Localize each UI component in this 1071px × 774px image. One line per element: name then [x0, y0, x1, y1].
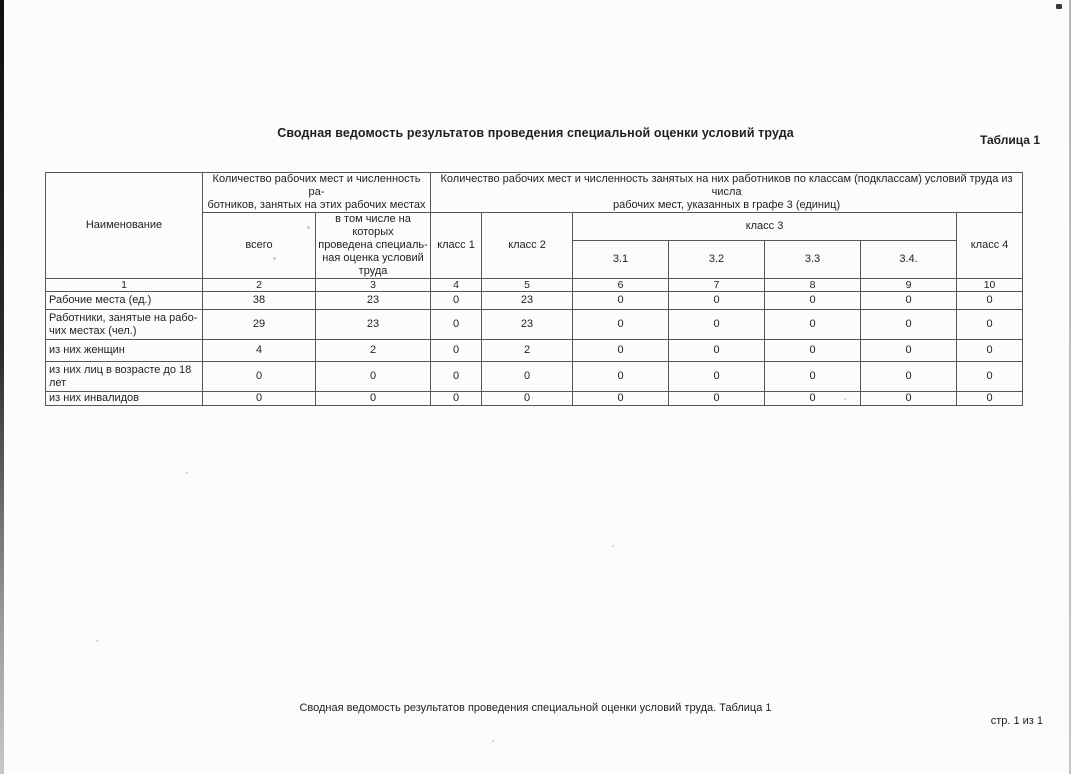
header-total: всего — [203, 213, 316, 279]
data-cell: 0 — [316, 362, 431, 392]
data-cell: 0 — [431, 310, 482, 340]
data-cell: 0 — [765, 292, 861, 310]
scan-artifact — [186, 472, 188, 474]
header-subclass-3-3: 3.3 — [765, 241, 861, 279]
table-row — [46, 340, 1023, 362]
scan-artifact — [492, 740, 494, 742]
data-cell: 0 — [861, 340, 957, 362]
data-cell: 0 — [669, 392, 765, 406]
header-class2: класс 2 — [482, 213, 573, 279]
data-cell: 0 — [669, 340, 765, 362]
column-number: 8 — [765, 279, 861, 292]
header-subclass-3-1: 3.1 — [573, 241, 669, 279]
data-cell: 0 — [573, 340, 669, 362]
column-number: 6 — [573, 279, 669, 292]
data-cell: 0 — [203, 392, 316, 406]
footer-caption: Сводная ведомость результатов проведения специальной оценки условий труда. Таблица 1 — [299, 702, 772, 714]
column-number: 2 — [203, 279, 316, 292]
data-cell: 0 — [669, 310, 765, 340]
column-number: 1 — [46, 279, 203, 292]
header-class3: класс 3 — [573, 213, 957, 241]
document-title: Сводная ведомость результатов проведения специальной оценки условий труда — [277, 126, 794, 140]
table-row — [46, 362, 1023, 392]
data-cell: 0 — [316, 392, 431, 406]
column-number: 7 — [669, 279, 765, 292]
table-row — [46, 392, 1023, 406]
header-subclass-3-4: 3.4. — [861, 241, 957, 279]
header-group-classes: Количество рабочих мест и численность занятых на них работников по классам (подклассам) условий труда из числа рабочих мест, указанных в графе 3 (единиц) — [431, 173, 1023, 213]
summary-table — [45, 172, 1023, 406]
data-cell: 2 — [316, 340, 431, 362]
page-number: стр. 1 из 1 — [990, 715, 1043, 727]
scan-artifact — [1056, 4, 1062, 9]
data-cell: 0 — [573, 392, 669, 406]
data-cell: 0 — [957, 340, 1023, 362]
column-numbering-row — [46, 279, 1023, 292]
data-cell: 0 — [431, 362, 482, 392]
scan-edge-left — [0, 0, 4, 774]
data-cell: 0 — [669, 362, 765, 392]
data-cell: 23 — [482, 310, 573, 340]
data-cell: 0 — [957, 362, 1023, 392]
table-row — [46, 310, 1023, 340]
data-cell: 29 — [203, 310, 316, 340]
header-subclass-3-2: 3.2 — [669, 241, 765, 279]
data-cell: 23 — [316, 310, 431, 340]
row-label: Рабочие места (ед.) — [46, 292, 203, 310]
data-cell: 2 — [482, 340, 573, 362]
data-cell: 23 — [482, 292, 573, 310]
row-label: Работники, занятые на рабо- чих местах (чел.) — [46, 310, 203, 340]
data-cell: 0 — [957, 392, 1023, 406]
data-cell: 0 — [431, 340, 482, 362]
scan-artifact — [612, 545, 614, 547]
header-special-assessment: в том числе на которых проведена специаль- ная оценка условий труда — [316, 213, 431, 279]
header-group-workplaces: Количество рабочих мест и численность ра- ботников, занятых на этих рабочих местах — [203, 173, 431, 213]
data-cell: 0 — [861, 292, 957, 310]
column-number: 5 — [482, 279, 573, 292]
column-number: 4 — [431, 279, 482, 292]
data-cell: 0 — [765, 310, 861, 340]
data-cell: 0 — [203, 362, 316, 392]
row-label: из них женщин — [46, 340, 203, 362]
scan-artifact — [96, 640, 98, 642]
table-row — [46, 292, 1023, 310]
header-class1: класс 1 — [431, 213, 482, 279]
data-cell: 23 — [316, 292, 431, 310]
data-cell: 0 — [957, 292, 1023, 310]
column-number: 3 — [316, 279, 431, 292]
table-number-label: Таблица 1 — [979, 133, 1040, 147]
data-cell: 0 — [765, 362, 861, 392]
data-cell: 0 — [482, 392, 573, 406]
row-label: из них инвалидов — [46, 392, 203, 406]
row-label: из них лиц в возрасте до 18 лет — [46, 362, 203, 392]
data-cell: 0 — [765, 340, 861, 362]
column-number: 10 — [957, 279, 1023, 292]
data-cell: 0 — [765, 392, 861, 406]
data-cell: 0 — [431, 292, 482, 310]
data-cell: 0 — [573, 292, 669, 310]
data-cell: 38 — [203, 292, 316, 310]
data-cell: 0 — [573, 362, 669, 392]
data-cell: 0 — [669, 292, 765, 310]
data-cell: 0 — [482, 362, 573, 392]
data-cell: 4 — [203, 340, 316, 362]
data-cell: 0 — [861, 362, 957, 392]
header-class4: класс 4 — [957, 213, 1023, 279]
column-number: 9 — [861, 279, 957, 292]
data-cell: 0 — [957, 310, 1023, 340]
data-cell: 0 — [573, 310, 669, 340]
data-cell: 0 — [861, 392, 957, 406]
header-name-column: Наименование — [46, 173, 203, 279]
data-cell: 0 — [431, 392, 482, 406]
data-cell: 0 — [861, 310, 957, 340]
